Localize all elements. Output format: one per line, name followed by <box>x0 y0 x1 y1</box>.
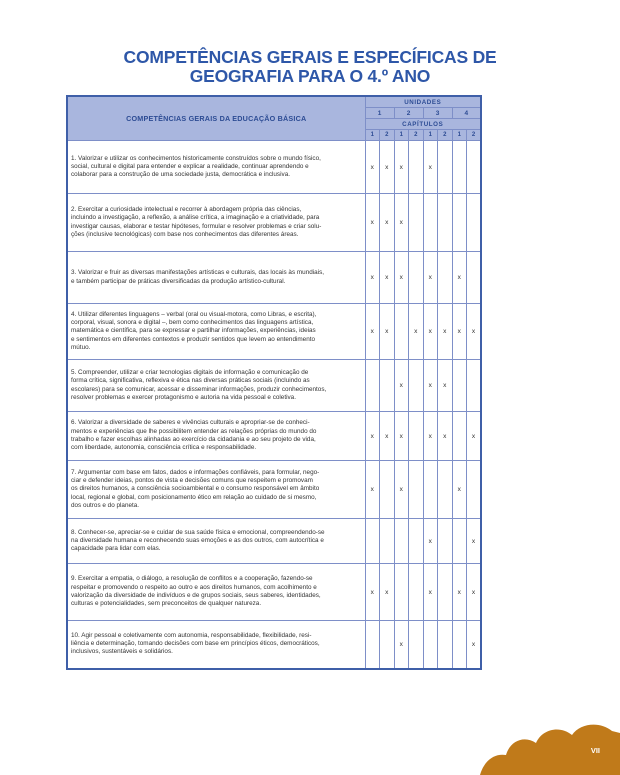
description-line: 6. Valorizar a diversidade de saberes e vivências culturais e apropriar-se de conheci- <box>71 419 310 427</box>
chapter-mark: x <box>423 304 438 360</box>
page-number: VII <box>590 746 600 755</box>
competency-description <box>67 141 365 194</box>
chapter-mark <box>423 621 438 669</box>
description-line: escolares) para se comunicar, acessar e disseminar informações, produzir conhecimentos, <box>71 385 327 393</box>
description-line: e sentimentos em diferentes contextos e produzir sentidos que levem ao entendimento <box>71 335 316 343</box>
chapter-mark: x <box>438 412 453 461</box>
unit-number: 2 <box>394 108 423 119</box>
chapter-mark <box>409 564 424 621</box>
competency-description <box>67 194 365 252</box>
chapter-mark <box>467 194 482 252</box>
description-line: corporal, visual, sonora e digital –, bem como conhecimentos das linguagens artística, <box>71 319 314 327</box>
chapter-mark <box>438 564 453 621</box>
description-line: mútuo. <box>71 343 91 351</box>
description-line: 8. Conhecer-se, apreciar-se e cuidar de sua saúde física e emocional, compreendendo-se <box>71 528 325 536</box>
chapter-mark: x <box>423 564 438 621</box>
chapter-mark: x <box>438 304 453 360</box>
chapter-mark <box>452 360 467 412</box>
chapter-mark <box>365 621 380 669</box>
chapter-mark <box>394 564 409 621</box>
competency-description <box>67 519 365 564</box>
description-line: ciar e defender ideias, pontos de vista e decisões comuns que respeitem e promovam <box>71 477 313 485</box>
description-line: resolver problemas e exercer protagonismo e autoria na vida pessoal e coletiva. <box>71 393 296 401</box>
chapter-number: 2 <box>438 130 453 141</box>
competencies-table <box>66 95 482 670</box>
chapter-mark: x <box>394 194 409 252</box>
chapter-number: 1 <box>365 130 380 141</box>
chapter-mark: x <box>380 252 395 304</box>
chapter-mark <box>438 519 453 564</box>
description-line: social, cultural e digital para entender e explicar a realidade, continuar aprendendo e <box>71 162 309 170</box>
table-row <box>67 564 481 621</box>
unit-number: 3 <box>423 108 452 119</box>
table-row <box>67 252 481 304</box>
description-line: capacidade para lidar com elas. <box>71 545 161 553</box>
description-line: 9. Exercitar a empatia, o diálogo, a resolução de conflitos e a cooperação, fazendo-se <box>71 575 313 583</box>
chapter-mark <box>394 304 409 360</box>
description-line: valorização da diversidade de indivíduos e de grupos sociais, seus saberes, identidades, <box>71 592 321 599</box>
chapter-mark <box>409 141 424 194</box>
chapter-mark: x <box>380 564 395 621</box>
chapter-mark <box>380 461 395 519</box>
table-row <box>67 519 481 564</box>
title-line-2: GEOGRAFIA PARA O 4.º ANO <box>189 66 431 86</box>
description-line: trabalho e fazer escolhas alinhadas ao exercício da cidadania e ao seu projeto de vida, <box>71 436 316 443</box>
table-row <box>67 360 481 412</box>
chapter-mark <box>409 461 424 519</box>
competency-description <box>67 304 365 360</box>
description-line: colaborar para a construção de uma sociedade justa, democrática e inclusiva. <box>71 171 290 179</box>
chapter-mark: x <box>394 461 409 519</box>
description-line: 3. Valorizar e fruir as diversas manifestações artísticas e culturais, das locais às mundiais, <box>71 269 325 277</box>
chapter-mark: x <box>467 304 482 360</box>
chapter-mark: x <box>365 564 380 621</box>
chapter-mark: x <box>394 252 409 304</box>
chapter-mark <box>423 194 438 252</box>
unit-number: 4 <box>452 108 481 119</box>
description-line: 7. Argumentar com base em fatos, dados e informações confiáveis, para formular, nego- <box>71 468 320 476</box>
chapter-mark: x <box>380 194 395 252</box>
table-row <box>67 194 481 252</box>
chapter-mark: x <box>423 141 438 194</box>
chapter-mark <box>380 621 395 669</box>
chapter-mark <box>423 461 438 519</box>
chapter-mark: x <box>467 564 482 621</box>
description-line: ções (inclusive tecnológicas) com base nos conhecimentos das diferentes áreas. <box>71 230 299 238</box>
chapter-mark <box>452 412 467 461</box>
competency-description <box>67 621 365 669</box>
chapter-mark <box>452 141 467 194</box>
chapter-mark <box>438 252 453 304</box>
chapter-mark: x <box>409 304 424 360</box>
description-line: 2. Exercitar a curiosidade intelectual e recorrer à abordagem própria das ciências, <box>71 205 302 213</box>
chapter-number: 1 <box>394 130 409 141</box>
competency-description <box>67 360 365 412</box>
unit-number: 1 <box>365 108 394 119</box>
chapter-number: 2 <box>467 130 482 141</box>
chapter-mark <box>394 519 409 564</box>
chapter-mark <box>409 519 424 564</box>
chapter-mark: x <box>394 621 409 669</box>
chapter-mark: x <box>380 141 395 194</box>
chapter-mark: x <box>365 461 380 519</box>
description-line: 1. Valorizar e utilizar os conhecimentos historicamente construídos sobre o mundo físico, <box>71 154 321 162</box>
description-line: dos outros e do planeta. <box>71 501 140 509</box>
competency-description <box>67 461 365 519</box>
chapter-mark <box>438 621 453 669</box>
description-line: respeitar e promovendo o respeito ao outro e aos direitos humanos, com acolhimento e <box>71 583 317 591</box>
chapter-mark <box>409 621 424 669</box>
chapter-mark <box>380 360 395 412</box>
chapter-mark: x <box>452 461 467 519</box>
description-line: 10. Agir pessoal e coletivamente com autonomia, responsabilidade, flexibilidade, resi- <box>71 631 312 639</box>
description-line: na diversidade humana e reconhecendo suas emoções e as dos outros, com autocrítica e <box>71 536 324 544</box>
description-line: e também participar de práticas diversificadas da produção artístico-cultural. <box>71 277 286 285</box>
table-row <box>67 412 481 461</box>
chapter-mark: x <box>365 141 380 194</box>
description-line: matemática e científica, para se expressar e partilhar informações, experiências, ideias <box>71 327 316 335</box>
chapter-mark <box>409 252 424 304</box>
chapter-mark <box>409 194 424 252</box>
chapter-mark: x <box>423 360 438 412</box>
title-line-1: COMPETÊNCIAS GERAIS E ESPECÍFICAS DE <box>123 47 497 67</box>
chapter-mark <box>467 141 482 194</box>
description-line: inclusivos, sustentáveis e solidários. <box>71 648 173 656</box>
competency-description <box>67 252 365 304</box>
chapter-mark <box>365 519 380 564</box>
chapter-number: 1 <box>423 130 438 141</box>
chapter-mark: x <box>452 304 467 360</box>
chapter-mark: x <box>452 564 467 621</box>
chapter-mark: x <box>394 141 409 194</box>
table-row <box>67 304 481 360</box>
chapter-mark <box>467 360 482 412</box>
chapter-mark: x <box>365 412 380 461</box>
chapter-number: 1 <box>452 130 467 141</box>
chapter-mark: x <box>365 194 380 252</box>
description-line: forma crítica, significativa, reflexiva e ética nas diversas práticas sociais (incluindo as <box>71 377 310 385</box>
chapter-mark: x <box>467 621 482 669</box>
chapter-mark: x <box>423 519 438 564</box>
chapter-mark: x <box>467 412 482 461</box>
description-line: culturas e potencialidades, sem preconceitos de qualquer natureza. <box>71 600 262 608</box>
description-line: 5. Compreender, utilizar e criar tecnologias digitais de informação e comunicação de <box>71 368 309 376</box>
chapter-mark: x <box>365 252 380 304</box>
chapter-mark <box>467 461 482 519</box>
chapter-mark: x <box>365 304 380 360</box>
description-line: os direitos humanos, a consciência socioambiental e o consumo responsável em âmbito <box>71 485 320 493</box>
chapter-mark <box>467 252 482 304</box>
chapter-mark <box>438 194 453 252</box>
page-title <box>0 48 620 86</box>
table-row <box>67 621 481 669</box>
chapter-mark: x <box>467 519 482 564</box>
description-line: local, regional e global, com posicionamento ético em relação ao cuidado de si mesmo, <box>71 493 317 501</box>
table-row <box>67 141 481 194</box>
units-header: UNIDADES <box>365 96 481 108</box>
description-line: com liberdade, autonomia, consciência crítica e responsabilidade. <box>71 444 257 452</box>
chapter-mark <box>409 360 424 412</box>
chapter-mark: x <box>452 252 467 304</box>
chapter-mark: x <box>438 360 453 412</box>
chapter-mark: x <box>394 360 409 412</box>
footer-decoration <box>480 715 620 775</box>
chapter-mark <box>438 141 453 194</box>
chapter-number: 2 <box>380 130 395 141</box>
description-line: liência e determinação, tomando decisões com base em princípios éticos, democráticos, <box>71 640 320 648</box>
chapter-mark: x <box>380 304 395 360</box>
chapter-mark <box>365 360 380 412</box>
chapter-mark <box>438 461 453 519</box>
chapter-mark <box>380 519 395 564</box>
description-line: investigar causas, elaborar e testar hipóteses, formular e resolver problemas e criar solu- <box>71 222 322 230</box>
competencies-header: COMPETÊNCIAS GERAIS DA EDUCAÇÃO BÁSICA <box>67 96 365 141</box>
chapter-mark: x <box>380 412 395 461</box>
chapter-mark: x <box>423 252 438 304</box>
description-line: incluindo a investigação, a reflexão, a análise crítica, a imaginação e a criatividade, para <box>71 214 320 222</box>
chapter-number: 2 <box>409 130 424 141</box>
description-line: 4. Utilizar diferentes linguagens – verbal (oral ou visual-motora, como Libras, e escrita), <box>71 310 317 318</box>
chapter-mark <box>452 621 467 669</box>
chapters-header: CAPÍTULOS <box>365 119 481 130</box>
chapter-mark: x <box>423 412 438 461</box>
chapter-mark <box>452 519 467 564</box>
competency-description <box>67 564 365 621</box>
chapter-mark <box>452 194 467 252</box>
description-line: mentos e experiências que lhe possibilitem entender as relações próprias do mundo do <box>71 427 317 435</box>
table-row <box>67 461 481 519</box>
chapter-mark: x <box>394 412 409 461</box>
chapter-mark <box>409 412 424 461</box>
competency-description <box>67 412 365 461</box>
